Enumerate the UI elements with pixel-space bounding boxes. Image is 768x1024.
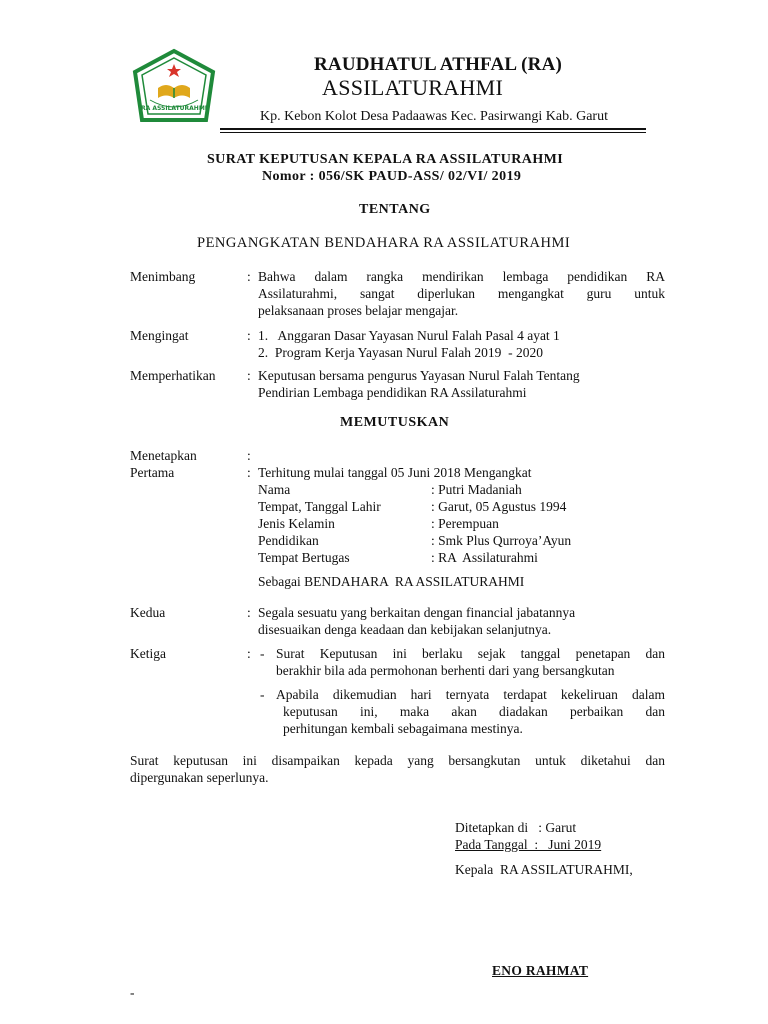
menetapkan-colon: :	[247, 448, 251, 463]
memutuskan-heading: MEMUTUSKAN	[340, 415, 450, 430]
field-key-nama: Nama	[258, 482, 291, 497]
mengingat-item-2: 2. Program Kerja Yayasan Nurul Falah 2019 - 2020	[258, 345, 543, 360]
menimbang-line-1: Bahwa dalam rangka mendirikan lembaga pendidikan RA	[258, 269, 665, 284]
kedua-line-2: disesuaikan denga keadaan dan kebijakan selanjutnya.	[258, 622, 552, 637]
ketiga-item-1-line-1: Surat Keputusan ini berlaku sejak tanggal penetapan dan	[276, 646, 665, 661]
field-key-jenis-kelamin: Jenis Kelamin	[258, 516, 335, 531]
school-logo	[132, 48, 216, 128]
kedua-label: Kedua	[130, 605, 166, 620]
school-address: Kp. Kebon Kolot Desa Padaawas Kec. Pasirwangi Kab. Garut	[260, 109, 608, 124]
pertama-intro: Terhitung mulai tanggal 05 Juni 2018 Mengangkat	[258, 465, 532, 480]
field-key-tempat-bertugas: Tempat Bertugas	[258, 550, 350, 565]
pada-tanggal: Pada Tanggal : Juni 2019	[455, 837, 602, 852]
pertama-label: Pertama	[130, 465, 175, 480]
ketiga-item-2-line-2: keputusan ini, maka akan diadakan perbaikan dan	[283, 704, 665, 719]
memperhatikan-colon: :	[247, 368, 251, 383]
kedua-colon: :	[247, 605, 251, 620]
field-value-pendidikan: : Smk Plus Qurroya’Ayun	[431, 533, 572, 548]
decree-subject: PENGANGKATAN BENDAHARA RA ASSILATURAHMI	[197, 235, 571, 251]
memperhatikan-line-2: Pendirian Lembaga pendidikan RA Assilaturahmi	[258, 385, 527, 400]
menimbang-colon: :	[247, 269, 251, 284]
ketiga-label: Ketiga	[130, 646, 166, 661]
school-name-line2: ASSILATURAHMI	[322, 75, 504, 100]
field-key-pendidikan: Pendidikan	[258, 533, 319, 548]
field-key-ttl: Tempat, Tanggal Lahir	[258, 499, 381, 514]
signatory-name: ENO RAHMAT	[492, 963, 589, 978]
ketiga-bullet-2: -	[260, 687, 265, 702]
ketiga-item-1-line-2: berakhir bila ada permohonan berhenti dari yang bersangkutan	[276, 663, 615, 678]
ketiga-item-2-line-1: Apabila dikemudian hari ternyata terdapat kekeliruan dalam	[276, 687, 665, 702]
ketiga-colon: :	[247, 646, 251, 661]
kepala-title: Kepala RA ASSILATURAHMI,	[455, 862, 633, 877]
svg-text:RA ASSILATURAHMI: RA ASSILATURAHMI	[140, 105, 208, 112]
mengingat-colon: :	[247, 328, 251, 343]
field-value-jenis-kelamin: : Perempuan	[431, 516, 499, 531]
decree-title: SURAT KEPUTUSAN KEPALA RA ASSILATURAHMI	[207, 152, 564, 167]
pertama-colon: :	[247, 465, 251, 480]
school-name-line1: RAUDHATUL ATHFAL (RA)	[314, 54, 563, 75]
menimbang-label: Menimbang	[130, 269, 196, 284]
closing-line-2: dipergunakan seperlunya.	[130, 770, 269, 785]
ketiga-item-2-line-3: perhitungan kembali sebagaimana mestinya.	[283, 721, 523, 736]
header-rule	[220, 128, 646, 133]
menimbang-line-2: Assilaturahmi, sangat diperlukan mengangkat guru untuk	[258, 286, 665, 301]
mengingat-label: Mengingat	[130, 328, 189, 343]
ketiga-bullet-1: -	[260, 646, 265, 661]
field-value-nama: : Putri Madaniah	[431, 482, 522, 497]
decree-number: Nomor : 056/SK PAUD-ASS/ 02/VI/ 2019	[262, 169, 522, 184]
menetapkan-label: Menetapkan	[130, 448, 197, 463]
tentang-heading: TENTANG	[359, 202, 431, 217]
memperhatikan-line-1: Keputusan bersama pengurus Yayasan Nurul Falah Tentang	[258, 368, 580, 383]
ditetapkan-di: Ditetapkan di : Garut	[455, 820, 577, 835]
memperhatikan-label: Memperhatikan	[130, 368, 216, 383]
menimbang-line-3: pelaksanaan proses belajar mengajar.	[258, 303, 459, 318]
footer-mark: -	[130, 985, 135, 1000]
mengingat-item-1: 1. Anggaran Dasar Yayasan Nurul Falah Pasal 4 ayat 1	[258, 328, 560, 343]
pertama-sebagai: Sebagai BENDAHARA RA ASSILATURAHMI	[258, 574, 525, 589]
closing-line-1: Surat keputusan ini disampaikan kepada yang bersangkutan untuk diketahui dan	[130, 753, 665, 768]
field-value-ttl: : Garut, 05 Agustus 1994	[431, 499, 567, 514]
kedua-line-1: Segala sesuatu yang berkaitan dengan financial jabatannya	[258, 605, 576, 620]
field-value-tempat-bertugas: : RA Assilaturahmi	[431, 550, 538, 565]
